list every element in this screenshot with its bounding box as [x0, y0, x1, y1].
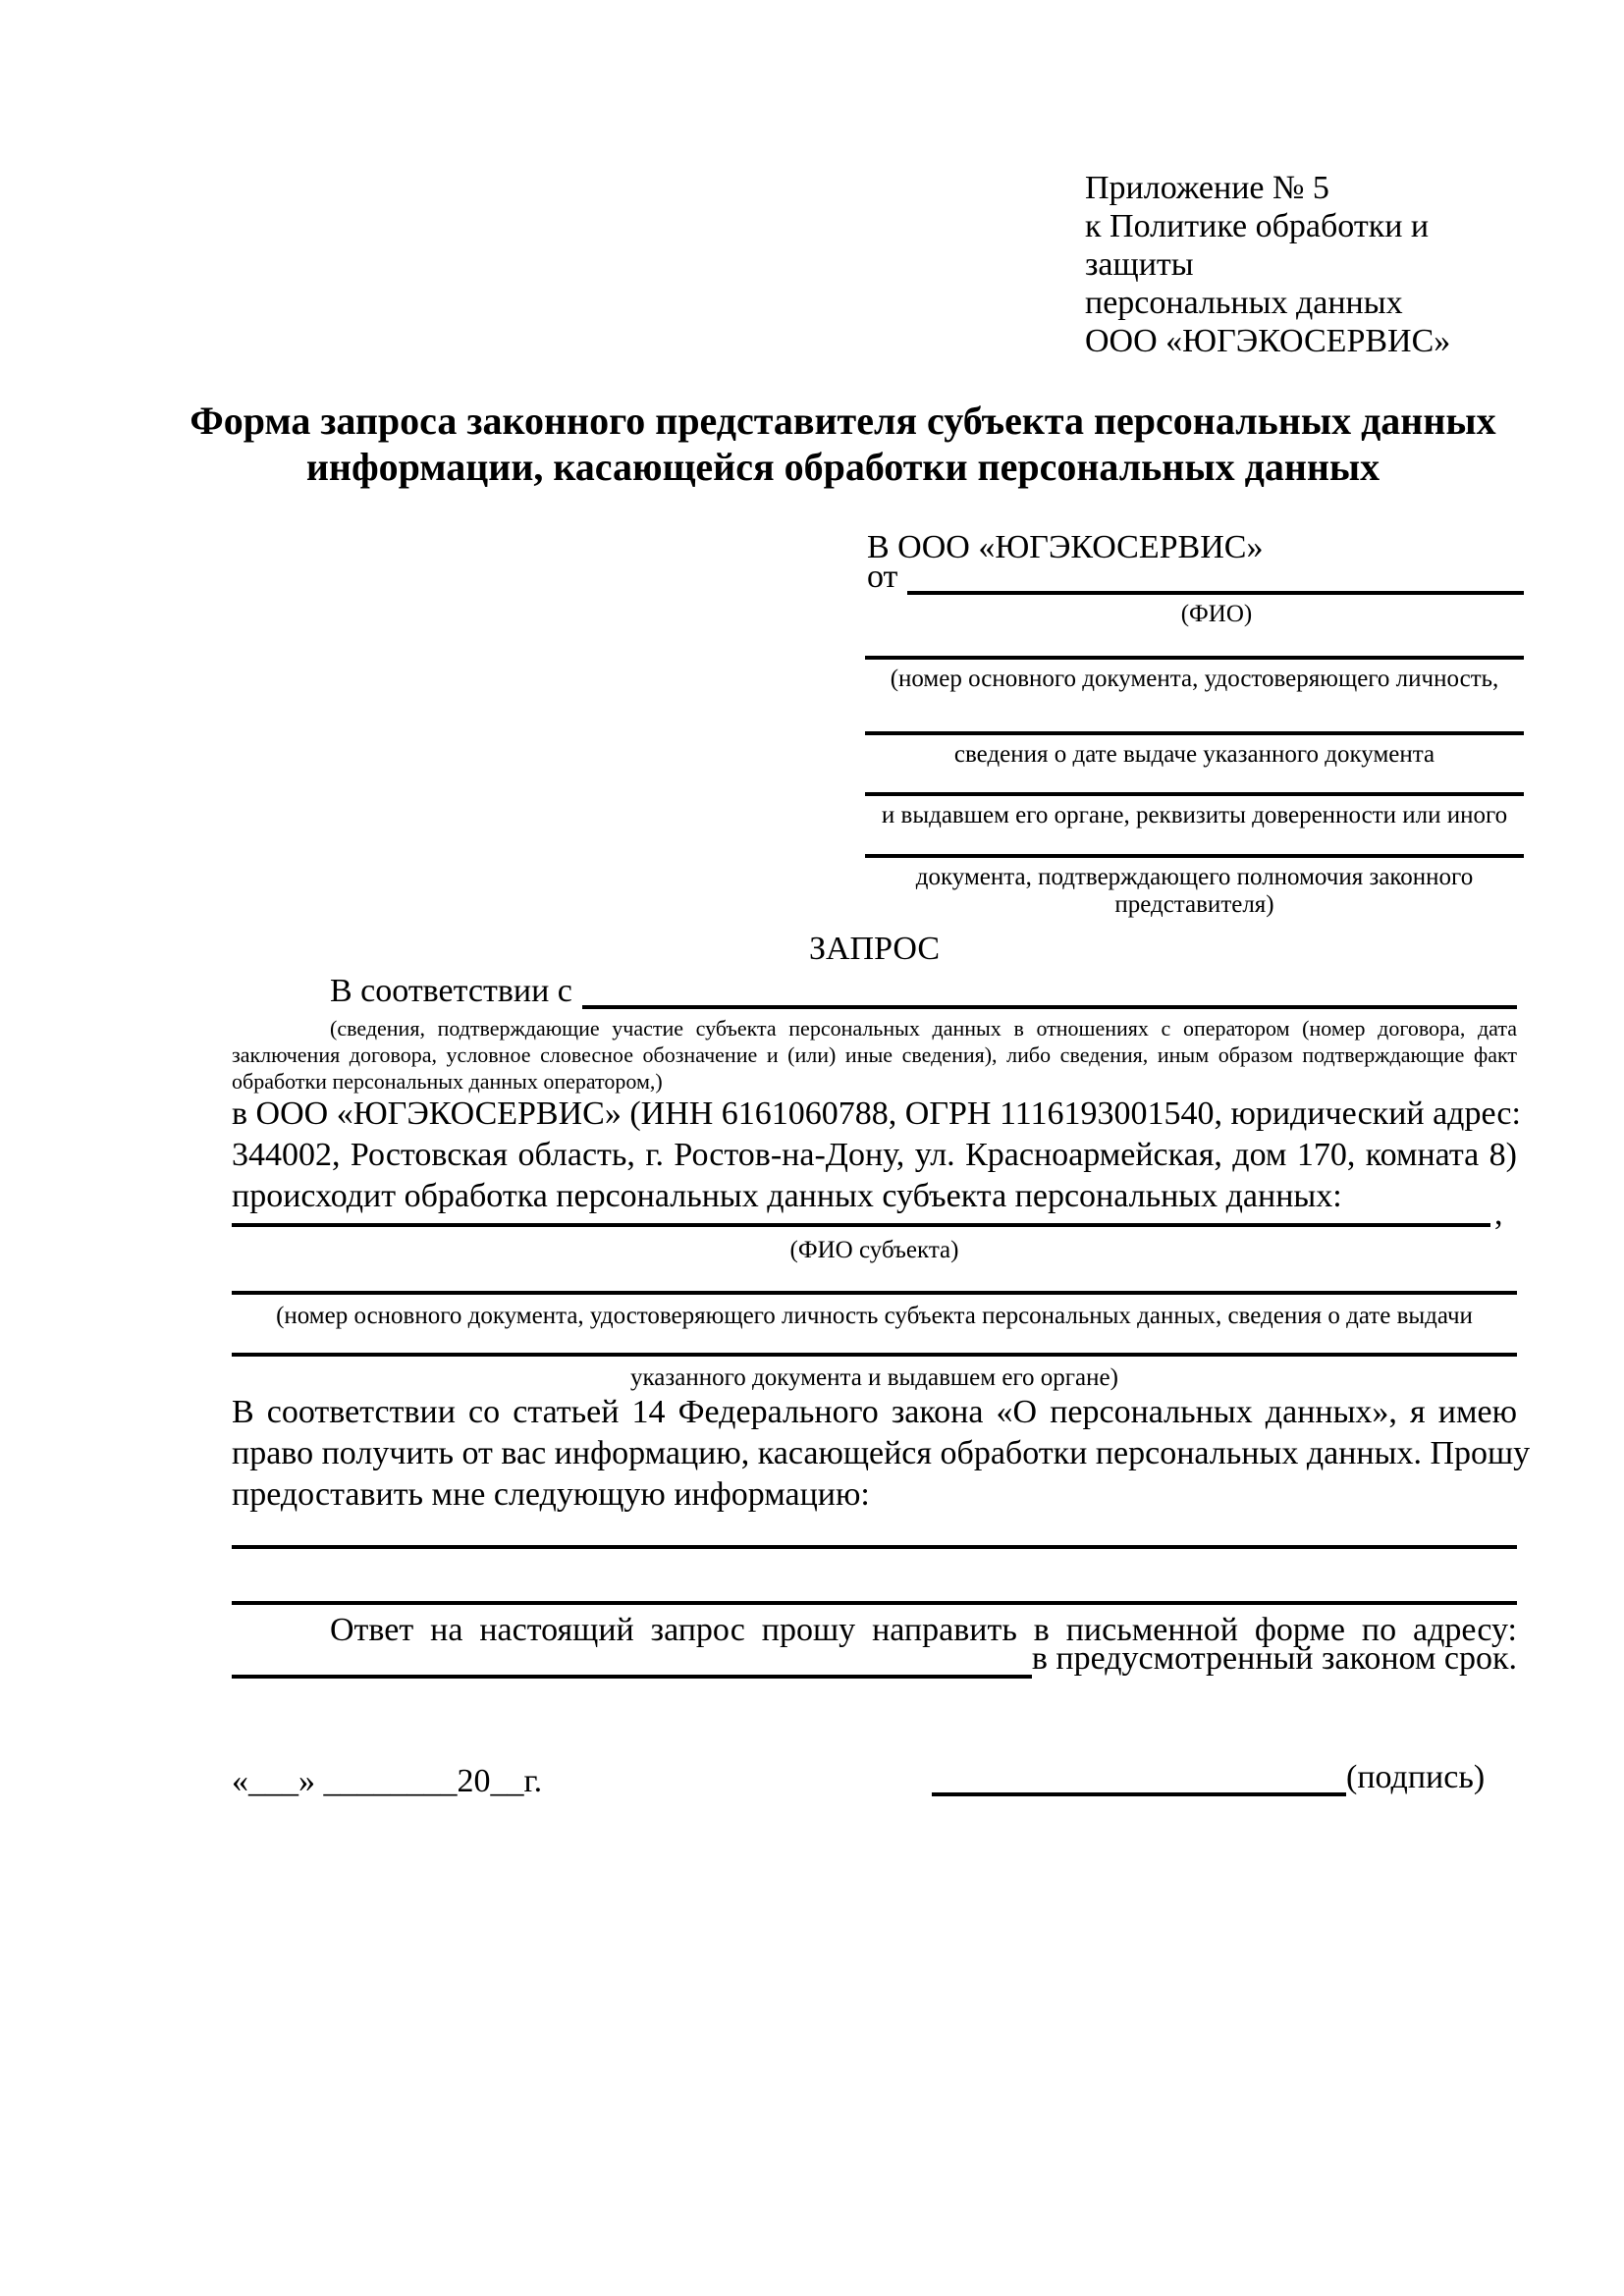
doc-number-caption: (номер основного документа, удостоверяющего личность, — [890, 666, 1499, 692]
subject-comma: , — [1494, 1196, 1503, 1232]
issue-date-caption: сведения о дате выдаче указанного документа — [953, 741, 1435, 768]
authority-doc-field-line[interactable] — [865, 854, 1524, 858]
subject-fio-caption: (ФИО субъекта) — [789, 1237, 959, 1263]
reply-line-1: Ответ на настоящий запрос прошу направить в письменной форме по адресу: — [330, 1612, 1517, 1648]
appendix-header — [1085, 169, 1537, 360]
reply-address-field-line[interactable] — [232, 1635, 1032, 1679]
appendix-line: персональных данных — [1085, 285, 1403, 321]
law-line: право получить от вас информацию, касающейся обработки персональных данных. Прошу — [232, 1435, 1531, 1471]
operator-line: 344002, Ростовская область, г. Ростов-на-Дону, ул. Красноармейская, дом 170, комната 8) — [232, 1137, 1517, 1173]
fio-caption: (ФИО) — [1180, 601, 1253, 627]
issuing-authority-field-line[interactable] — [865, 792, 1524, 796]
basis-field-line[interactable] — [582, 970, 1517, 1009]
issue-date-field-line[interactable] — [865, 731, 1524, 735]
requested-info-field-line-1[interactable] — [232, 1545, 1517, 1549]
subject-doc-field-line-2[interactable] — [232, 1353, 1517, 1357]
appendix-line: к Политике обработки и защиты — [1085, 208, 1430, 283]
operator-paragraph — [232, 1094, 1521, 1217]
appendix-line: ООО «ЮГЭКОСЕРВИС» — [1085, 323, 1451, 359]
form-title — [169, 398, 1517, 490]
from-fio-field-line[interactable] — [907, 556, 1524, 595]
date-line: «___» ________20__г. — [232, 1763, 543, 1799]
addressee-to: В ООО «ЮГЭКОСЕРВИС» — [867, 529, 1264, 565]
note-line: заключения договора, условное словесное обозначение и (или) иные сведения), либо сведения, иным образом подтверждающие факт — [232, 1042, 1517, 1067]
appendix-line: Приложение № 5 — [1085, 170, 1329, 206]
signature-field-line[interactable] — [932, 1755, 1346, 1796]
issuing-authority-caption: и выдавшем его органе, реквизиты доверенности или иного — [881, 802, 1508, 828]
intro-row — [232, 974, 1517, 1009]
reply-row-2 — [232, 1639, 1517, 1679]
note-line: (сведения, подтверждающие участие субъекта персональных данных в отношениях с оператором (номер договора, дата — [330, 1016, 1517, 1041]
law-line: предоставить мне следующую информацию: — [232, 1476, 870, 1513]
request-heading: ЗАПРОС — [808, 931, 941, 967]
subject-doc-caption-1: (номер основного документа, удостоверяющего личность субъекта персональных данных, сведения о дате выдачи — [276, 1303, 1473, 1329]
reply-line-2-tail: в предусмотренный законом срок. — [1031, 1640, 1517, 1677]
note-line: обработки персональных данных оператором,) — [232, 1069, 663, 1094]
from-row — [867, 560, 1524, 595]
law-paragraph — [232, 1392, 1531, 1516]
subject-doc-field-line[interactable] — [232, 1291, 1517, 1295]
operator-line: происходит обработка персональных данных субъекта персональных данных: — [232, 1178, 1342, 1214]
law-line: В соответствии со статьей 14 Федерального закона «О персональных данных», я имею — [232, 1394, 1517, 1430]
requested-info-field-line-2[interactable] — [232, 1601, 1517, 1605]
subject-fio-field-line[interactable] — [232, 1223, 1490, 1227]
from-label: от — [867, 559, 898, 595]
form-title-line2: информации, касающейся обработки персональных данных — [305, 445, 1380, 489]
form-title-line1: Форма запроса законного представителя субъекта персональных данных — [189, 399, 1496, 443]
note-paragraph — [232, 1015, 1517, 1095]
subject-doc-caption-2: указанного документа и выдавшем его органе) — [630, 1364, 1118, 1391]
signature-row — [932, 1759, 1485, 1796]
doc-number-field-line[interactable] — [865, 656, 1524, 660]
signature-caption: (подпись) — [1346, 1759, 1486, 1795]
intro-label: В соответствии с — [330, 973, 572, 1009]
authority-doc-caption: документа, подтверждающего полномочия законного представителя) — [915, 864, 1474, 918]
operator-line: в ООО «ЮГЭКОСЕРВИС» (ИНН 6161060788, ОГРН 1116193001540, юридический адрес: — [232, 1095, 1521, 1132]
